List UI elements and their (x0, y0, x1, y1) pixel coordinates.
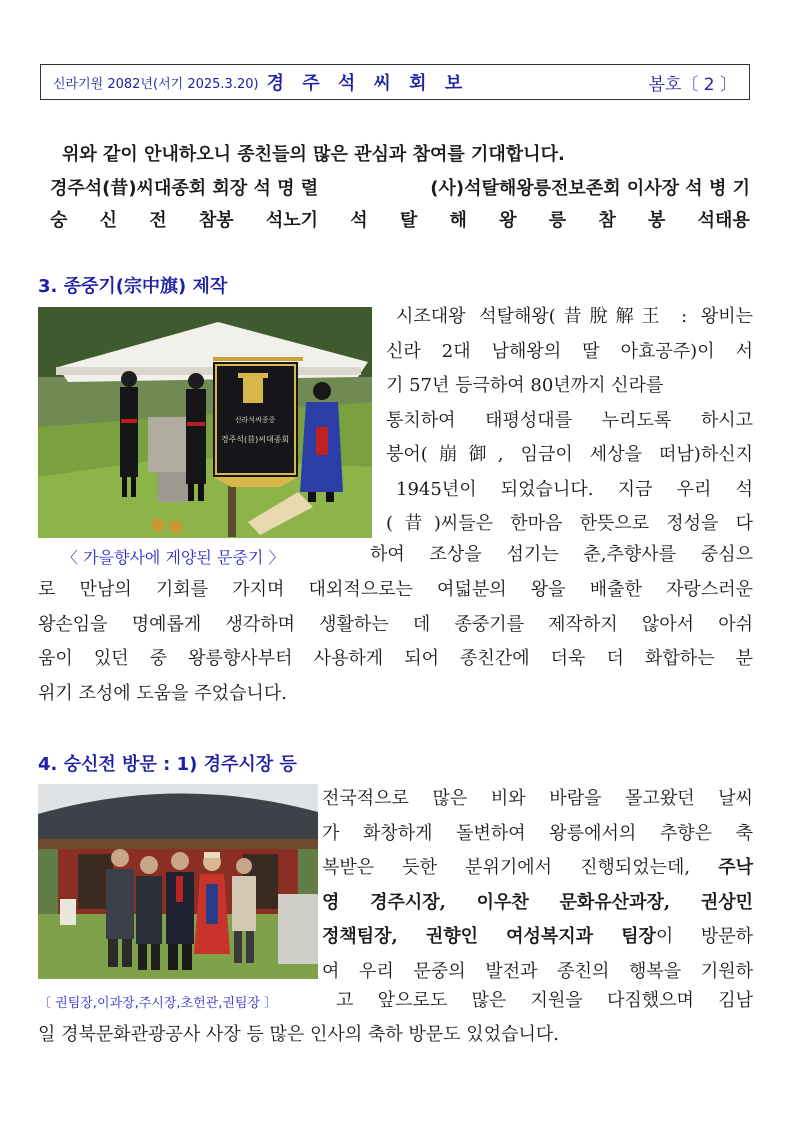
visit-photo-caption: 〔 권팀장,이과장,주시장,초헌관,권팀장 〕 (38, 996, 278, 1011)
sig-char: 해 (449, 210, 467, 231)
body-line: 전국적으로 많은 비와 바람을 몰고왔던 날씨 (322, 788, 753, 809)
signature-line-2 (50, 206, 750, 232)
sig-char: 석태용 (697, 210, 750, 231)
sig-char: 숭 (50, 210, 68, 231)
body-line-mixed (322, 886, 753, 921)
sig-char: 석 (350, 210, 368, 231)
body-line: (昔)씨들은 한마음 한뜻으로 정성을 다 (386, 513, 753, 534)
section-3-heading: 3. 종중기(宗中旗) 제작 (38, 276, 228, 297)
sig-char: 탈 (399, 210, 418, 231)
body-line-mixed (322, 851, 753, 886)
body-line: 하여 조상을 섬기는 춘,추향사를 중심으 (370, 544, 753, 565)
sig-char: 석노기 (265, 210, 319, 231)
body-line: 시조대왕 석탈해왕(昔脫解王 : 왕비는 (396, 306, 753, 327)
body-line: 여 우리 문중의 발전과 종친의 행복을 기원하 (322, 960, 753, 982)
body-line: 신라 2대 남해왕의 딸 아효공주)이 서 (386, 340, 753, 362)
sig-char: 전 (149, 210, 167, 231)
section-3-wrap-text (386, 300, 753, 542)
body-line-mixed (322, 920, 753, 955)
svg-text:신라석씨종중: 신라석씨종중 (234, 416, 276, 424)
section-4-wrap-text (322, 782, 753, 989)
body-line: 위기 조성에 도움을 주었습니다. (38, 682, 287, 704)
section-3-body (38, 573, 753, 711)
signatory-1: 경주석(昔)씨대종회 회장 석 명 렬 (50, 178, 319, 199)
section-4-heading: 4. 숭신전 방문 : 1) 경주시장 등 (38, 754, 297, 775)
newsletter-title: 경 주 석 씨 회 보 (266, 73, 469, 94)
issue-number: 봄호〔 2 〕 (648, 74, 737, 95)
body-text: 이 방문하 (655, 926, 753, 947)
visit-group-photo (38, 784, 318, 979)
sig-char: 참봉 (198, 210, 234, 231)
newsletter-header (40, 64, 750, 100)
bold-name: 정책팀장, 권향인 여성복지과 팀장 (322, 926, 656, 947)
body-line: 일 경북문화관광공사 사장 등 많은 인사의 축하 방문도 있었습니다. (38, 1024, 559, 1045)
body-line: 기 57년 등극하여 80년까지 신라를 (386, 375, 664, 396)
bold-name: 주낙 (718, 857, 753, 878)
sig-char: 참 (598, 210, 616, 231)
sig-char: 신 (99, 210, 118, 231)
intro-line: 위와 같이 안내하오니 종친들의 많은 관심과 참여를 기대합니다. (62, 144, 565, 165)
body-line: 로 만남의 기회를 가지며 대외적으로는 여덟분의 왕을 배출한 자랑스러운 (38, 579, 753, 600)
body-line: 1945년이 되었습니다. 지금 우리 석 (396, 478, 753, 500)
sig-char: 왕 (499, 210, 517, 231)
flag-photo-caption: 〈 가을향사에 게양된 문중기 〉 (62, 548, 285, 567)
body-line: 고 앞으로도 많은 지원을 다짐했으며 김남 (336, 990, 753, 1011)
signatory-2: (사)석탈해왕릉전보존회 이사장 석 병 기 (430, 178, 750, 199)
body-line: 붕어(崩御, 임금이 세상을 떠남)하신지 (386, 444, 753, 465)
bold-name: 영 경주시장, 이우찬 문화유산과장, 권상민 (322, 891, 753, 913)
header-date: 신라기원 2082년(서기 2025.3.20) (53, 76, 259, 92)
flag-ceremony-photo (38, 307, 372, 538)
body-line: 가 화창하게 돌변하여 왕릉에서의 추향은 축 (322, 822, 753, 844)
sig-char: 릉 (548, 210, 567, 231)
body-text: 복받은 듯한 분위기에서 진행되었는데, (322, 857, 719, 878)
sig-char: 봉 (648, 210, 666, 231)
body-line: 왕손임을 명예롭게 생각하며 생활하는 데 종중기를 제작하지 않아서 아쉬 (38, 613, 753, 635)
flag-text: 경주석(昔)씨대종회 (220, 435, 290, 444)
body-line: 통치하여 태평성대를 누리도록 하시고 (386, 409, 753, 431)
body-line: 움이 있던 중 왕릉향사부터 사용하게 되어 종친간에 더욱 더 화합하는 분 (38, 648, 753, 669)
signature-line-1 (50, 174, 750, 200)
